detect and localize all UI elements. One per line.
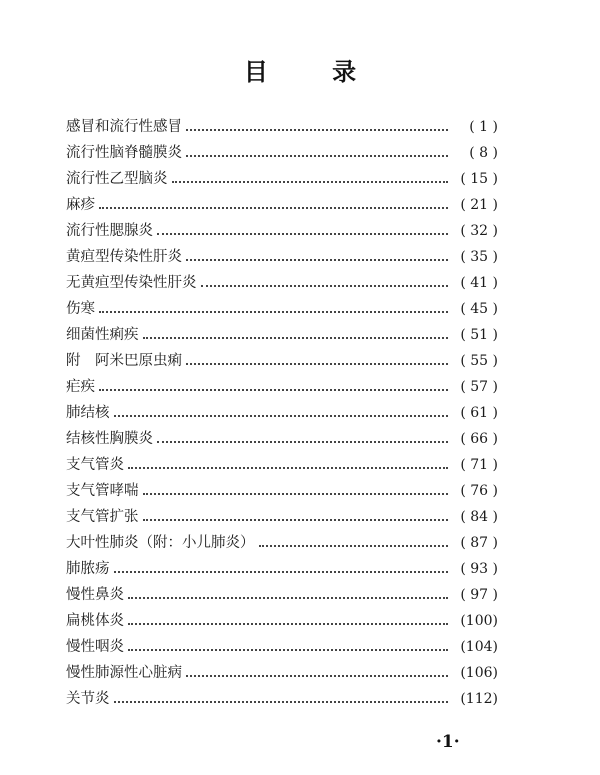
toc-entry-title: 肺脓疡 bbox=[66, 561, 110, 577]
table-of-contents bbox=[66, 110, 498, 708]
toc-entry bbox=[66, 110, 498, 136]
toc-entry-title: 肺结核 bbox=[66, 405, 110, 421]
toc-entry-title: 流行性乙型脑炎 bbox=[66, 171, 168, 187]
dot-leader bbox=[186, 129, 448, 131]
toc-entry-page: ( 45 ) bbox=[460, 301, 498, 317]
toc-entry-title: 扁桃体炎 bbox=[66, 613, 124, 629]
toc-entry bbox=[66, 604, 498, 630]
toc-entry bbox=[66, 500, 498, 526]
toc-entry-page: (112) bbox=[460, 691, 498, 707]
dot-leader bbox=[186, 363, 448, 365]
dot-leader bbox=[99, 311, 448, 313]
toc-entry-page: ( 93 ) bbox=[460, 561, 498, 577]
toc-entry-page: (100) bbox=[460, 613, 498, 629]
dot-leader bbox=[143, 493, 449, 495]
dot-leader bbox=[99, 389, 448, 391]
toc-entry bbox=[66, 682, 498, 708]
dot-leader bbox=[143, 519, 449, 521]
toc-entry bbox=[66, 396, 498, 422]
dot-leader bbox=[259, 545, 449, 547]
toc-entry bbox=[66, 266, 498, 292]
toc-entry-title: 流行性脑脊髓膜炎 bbox=[66, 145, 182, 161]
page-number: ·1· bbox=[436, 732, 460, 752]
toc-entry bbox=[66, 578, 498, 604]
dot-leader bbox=[114, 571, 449, 573]
dot-leader bbox=[157, 233, 448, 235]
toc-entry-page: ( 55 ) bbox=[460, 353, 498, 369]
toc-entry-page: ( 71 ) bbox=[460, 457, 498, 473]
dot-leader bbox=[186, 259, 448, 261]
toc-entry-title: 关节炎 bbox=[66, 691, 110, 707]
toc-entry-title: 感冒和流行性感冒 bbox=[66, 119, 182, 135]
toc-entry bbox=[66, 214, 498, 240]
dot-leader bbox=[128, 649, 448, 651]
toc-entry-title: 慢性鼻炎 bbox=[66, 587, 124, 603]
toc-entry-page: ( 1 ) bbox=[469, 119, 498, 135]
dot-leader bbox=[114, 415, 449, 417]
dot-leader bbox=[201, 285, 449, 287]
dot-leader bbox=[143, 337, 449, 339]
toc-entry-title: 黄疸型传染性肝炎 bbox=[66, 249, 182, 265]
dot-leader bbox=[172, 181, 449, 183]
toc-entry-page: ( 32 ) bbox=[460, 223, 498, 239]
toc-entry-page: ( 15 ) bbox=[460, 171, 498, 187]
dot-leader bbox=[186, 675, 448, 677]
toc-entry-page: ( 66 ) bbox=[460, 431, 498, 447]
toc-entry-page: ( 21 ) bbox=[460, 197, 498, 213]
dot-leader bbox=[128, 623, 448, 625]
toc-entry-page: ( 57 ) bbox=[460, 379, 498, 395]
toc-entry bbox=[66, 448, 498, 474]
toc-entry-title: 细菌性痢疾 bbox=[66, 327, 139, 343]
dot-leader bbox=[99, 207, 448, 209]
toc-entry-title: 支气管哮喘 bbox=[66, 483, 139, 499]
dot-leader bbox=[128, 597, 448, 599]
toc-entry bbox=[66, 162, 498, 188]
toc-entry bbox=[66, 292, 498, 318]
toc-entry bbox=[66, 474, 498, 500]
toc-entry-title: 支气管炎 bbox=[66, 457, 124, 473]
toc-entry-page: ( 41 ) bbox=[460, 275, 498, 291]
toc-entry bbox=[66, 136, 498, 162]
toc-entry bbox=[66, 344, 498, 370]
toc-entry-page: ( 8 ) bbox=[469, 145, 498, 161]
toc-entry bbox=[66, 240, 498, 266]
toc-entry-title: 结核性胸膜炎 bbox=[66, 431, 153, 447]
toc-entry-page: ( 84 ) bbox=[460, 509, 498, 525]
toc-entry-page: ( 76 ) bbox=[460, 483, 498, 499]
toc-entry-title: 支气管扩张 bbox=[66, 509, 139, 525]
toc-entry bbox=[66, 526, 498, 552]
toc-entry-title: 慢性肺源性心脏病 bbox=[66, 665, 182, 681]
toc-entry bbox=[66, 656, 498, 682]
toc-entry-page: ( 51 ) bbox=[460, 327, 498, 343]
toc-entry-title: 伤寒 bbox=[66, 301, 95, 317]
toc-entry bbox=[66, 318, 498, 344]
dot-leader bbox=[114, 701, 449, 703]
toc-entry-page: ( 87 ) bbox=[460, 535, 498, 551]
toc-entry bbox=[66, 422, 498, 448]
toc-entry-title: 流行性腮腺炎 bbox=[66, 223, 153, 239]
toc-entry-page: ( 35 ) bbox=[460, 249, 498, 265]
toc-entry-title: 疟疾 bbox=[66, 379, 95, 395]
toc-entry-title: 大叶性肺炎（附：小儿肺炎） bbox=[66, 535, 255, 551]
dot-leader bbox=[186, 155, 448, 157]
toc-entry bbox=[66, 552, 498, 578]
toc-entry-title: 麻疹 bbox=[66, 197, 95, 213]
toc-entry-title: 慢性咽炎 bbox=[66, 639, 124, 655]
dot-leader bbox=[128, 467, 448, 469]
toc-entry bbox=[66, 630, 498, 656]
toc-entry bbox=[66, 188, 498, 214]
toc-entry-page: (106) bbox=[460, 665, 498, 681]
toc-entry-page: (104) bbox=[460, 639, 498, 655]
toc-entry-page: ( 61 ) bbox=[460, 405, 498, 421]
toc-entry bbox=[66, 370, 498, 396]
toc-entry-page: ( 97 ) bbox=[460, 587, 498, 603]
dot-leader bbox=[157, 441, 448, 443]
toc-entry-title: 附 阿米巴原虫痢 bbox=[66, 353, 182, 369]
page-title: 目 录 bbox=[243, 58, 385, 86]
toc-entry-title: 无黄疸型传染性肝炎 bbox=[66, 275, 197, 291]
